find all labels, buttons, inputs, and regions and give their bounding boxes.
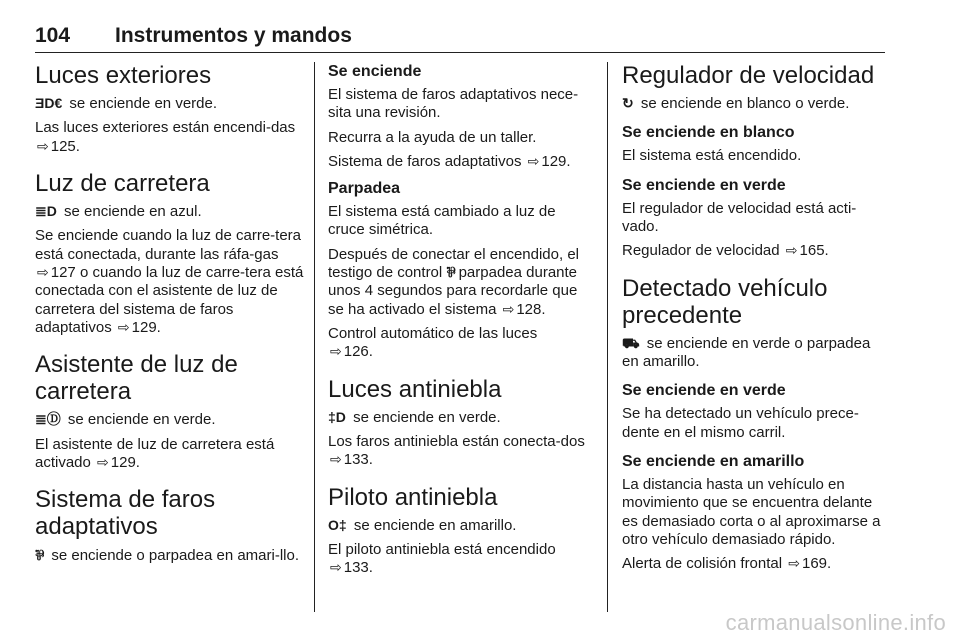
page-ref-icon: ⇨ <box>117 318 130 335</box>
paragraph: Regulador de velocidad ⇨ 165. <box>622 242 829 260</box>
paragraph: ↻ se enciende en blanco o verde. <box>622 95 850 113</box>
page-ref-icon: ⇨ <box>97 454 109 470</box>
section-detectado <box>622 275 890 574</box>
heading-enciende-verde: Se enciende en verde <box>622 382 786 400</box>
page-ref-link[interactable]: 133. <box>343 451 373 469</box>
column-1 <box>35 62 305 579</box>
paragraph: ≣D se enciende en azul. <box>35 203 202 221</box>
page-ref-link[interactable]: 165. <box>799 242 829 260</box>
column-2 <box>328 62 596 592</box>
page-ref-link[interactable]: 126. <box>343 343 373 361</box>
page-number: 104 <box>35 24 71 47</box>
paragraph: ⅌ se enciende o parpadea en amari-llo. <box>35 546 300 564</box>
heading-enciende-verde: Se enciende en verde <box>622 176 786 194</box>
page-ref-icon: ⇨ <box>330 343 342 360</box>
cruise-control-icon: ↻ <box>622 95 634 112</box>
heading-faros-adaptativos: Sistema de faros adaptativos <box>35 486 216 541</box>
high-beam-icon: ≣D <box>35 203 57 220</box>
page-ref-link[interactable]: 169. <box>802 555 832 573</box>
paragraph: Sistema de faros adaptativos ⇨ 129. <box>328 152 571 170</box>
heading-luz-carretera: Luz de carretera <box>35 170 210 197</box>
section-luz-carretera <box>35 170 305 337</box>
page-ref-link[interactable]: 133. <box>343 559 373 577</box>
paragraph: El sistema está cambiado a luz de cruce simétrica. <box>328 203 556 239</box>
section-piloto-antiniebla <box>328 484 596 578</box>
header-divider <box>35 52 885 53</box>
watermark: carmanualsonline.info <box>725 610 946 635</box>
column-divider-1 <box>314 62 315 612</box>
high-beam-assist-icon: ≣Ⓓ <box>35 411 61 428</box>
page-ref-link[interactable]: 129. <box>110 454 140 471</box>
paragraph: El piloto antiniebla está encendido ⇨ 133. <box>328 540 556 577</box>
section-regulador <box>622 62 890 261</box>
page-ref-icon: ⇨ <box>785 242 798 259</box>
exterior-lights-icon: ƎD€ <box>35 95 63 112</box>
page-ref-link[interactable]: 129. <box>541 152 571 170</box>
paragraph: Se enciende cuando la luz de carre-tera está conectada, durante las ráfa-gas ⇨ 127 o cuando la luz de carre-tera está conectada con el asistente de luz de carretera del sistema de faros adaptativos ⇨ 129. <box>35 227 304 336</box>
paragraph: O‡ se enciende en amarillo. <box>328 516 517 534</box>
heading-antiniebla: Luces antiniebla <box>328 375 502 403</box>
page-ref-icon: ⇨ <box>788 555 800 572</box>
column-divider-2 <box>607 62 608 612</box>
heading-enciende-amarillo: Se enciende en amarillo <box>622 453 805 470</box>
column-3 <box>622 62 890 587</box>
adaptive-headlights-icon: ⅌ <box>446 264 456 281</box>
page-ref-icon: ⇨ <box>502 300 515 317</box>
section-asistente <box>35 351 305 472</box>
page-title: Instrumentos y mandos <box>115 24 352 47</box>
paragraph: ‡D se enciende en verde. <box>328 408 501 426</box>
heading-detectado: Detectado vehículo precedente <box>622 274 828 329</box>
page-ref-icon: ⇨ <box>330 559 342 576</box>
page-header <box>35 24 885 50</box>
page-ref-link[interactable]: 129. <box>131 318 161 336</box>
fog-lights-icon: ‡D <box>328 408 346 425</box>
heading-regulador: Regulador de velocidad <box>622 62 875 89</box>
paragraph: ≣Ⓓ se enciende en verde. <box>35 411 216 429</box>
page-ref-link[interactable]: 128. <box>516 300 546 318</box>
section-luces-exteriores <box>35 62 305 156</box>
page-ref-link[interactable]: 127 <box>50 264 76 281</box>
paragraph: Control automático de las luces ⇨ 126. <box>328 324 538 361</box>
paragraph: ⛟ se enciende en verde o parpadea en amarillo. <box>622 334 871 371</box>
paragraph: El sistema está encendido. <box>622 147 802 165</box>
section-antiniebla <box>328 376 596 470</box>
paragraph: Después de conectar el encendido, el testigo de control ⅌ parpadea durante unos 4 segundos para recordarle que se ha activado el sistema ⇨ 128. <box>328 245 580 318</box>
paragraph: Recurra a la ayuda de un taller. <box>328 128 537 146</box>
paragraph: ƎD€ se enciende en verde. <box>35 95 218 113</box>
heading-se-enciende: Se enciende <box>328 63 422 80</box>
paragraph: El asistente de luz de carretera está activado ⇨ 129. <box>35 435 275 471</box>
paragraph: El regulador de velocidad está acti-vado. <box>622 199 857 235</box>
paragraph: Alerta de colisión frontal ⇨ 169. <box>622 555 832 573</box>
page-ref-icon: ⇨ <box>330 451 342 468</box>
paragraph: Se ha detectado un vehículo prece-dente en el mismo carril. <box>622 405 859 441</box>
paragraph: Las luces exteriores están encendi-das ⇨ 125. <box>35 119 296 155</box>
heading-asistente: Asistente de luz de carretera <box>35 351 238 406</box>
adaptive-headlights-icon: ⅌ <box>35 546 45 563</box>
section-parpadea <box>328 179 596 361</box>
heading-enciende-blanco: Se enciende en blanco <box>622 124 795 142</box>
section-se-enciende <box>328 62 596 171</box>
page-ref-link[interactable]: 125. <box>50 137 80 155</box>
heading-parpadea: Parpadea <box>328 180 401 198</box>
rear-fog-light-icon: O‡ <box>328 516 347 533</box>
section-faros-adaptativos <box>35 486 305 565</box>
paragraph: El sistema de faros adaptativos nece-sita una revisión. <box>328 86 579 122</box>
heading-luces-exteriores: Luces exteriores <box>35 62 212 89</box>
page-ref-icon: ⇨ <box>527 152 540 169</box>
heading-piloto-antiniebla: Piloto antiniebla <box>328 483 498 511</box>
page-ref-icon: ⇨ <box>37 264 49 280</box>
vehicle-ahead-icon: ⛟ <box>622 334 640 351</box>
paragraph: La distancia hasta un vehículo en movimiento que se encuentra delante es demasiado corta o al aproximarse a otro vehículo demasiado rápido. <box>622 476 881 548</box>
paragraph: Los faros antiniebla están conecta-dos ⇨ 133. <box>328 432 585 469</box>
page-ref-icon: ⇨ <box>37 137 49 154</box>
